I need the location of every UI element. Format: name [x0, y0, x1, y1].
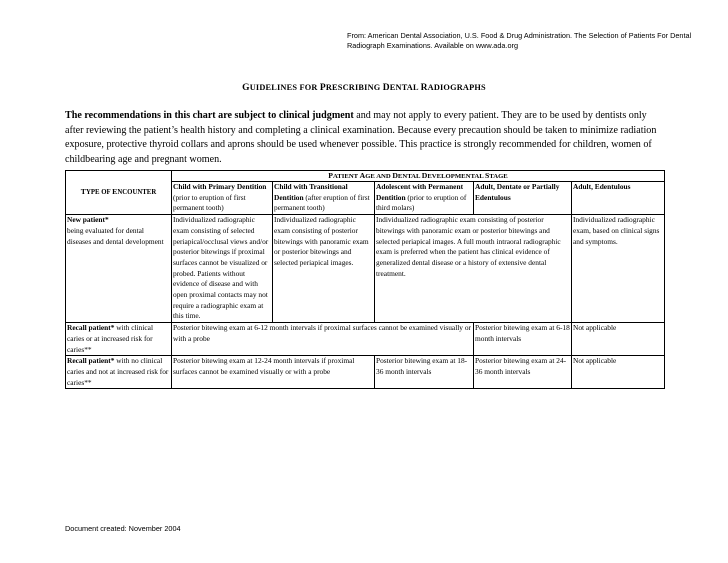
column-header-adult-edentulous: Adult, Edentulous	[572, 182, 665, 215]
cell-new-adolescent-adult: Individualized radiographic exam consisting of posterior bitewings with panoramic exam or posterior bitewings and selected periapical images. A full mouth intraoral radiographic exam is preferred when the patient has clinical evidence of generalized dental disease or a history of extensive dental treatment.	[375, 215, 572, 323]
row-label-recall-no-risk: Recall patient* with no clinical caries and not at increased risk for caries**	[66, 356, 172, 389]
table-header-row	[66, 171, 665, 182]
intro-paragraph	[65, 109, 665, 167]
table-row	[66, 323, 665, 356]
cell-recall-no-risk-edentulous: Not applicable	[572, 356, 665, 389]
cell-recall-no-risk-children: Posterior bitewing exam at 12-24 month intervals if proximal surfaces cannot be examined visually or with a probe	[172, 356, 375, 389]
cell-new-child-transitional: Individualized radiographic exam consisting of posterior bitewings with panoramic exam or posterior bitewings and selected periapical images.	[273, 215, 375, 323]
cell-recall-increased-children-adolescent: Posterior bitewing exam at 6-12 month intervals if proximal surfaces cannot be examined visually or with a probe	[172, 323, 474, 356]
source-note: From: American Dental Association, U.S. Food & Drug Administration. The Selection of Patients For Dental Radiograph Examinations. Available on www.ada.org	[347, 31, 692, 50]
cell-recall-no-risk-adolescent: Posterior bitewing exam at 18-36 month intervals	[375, 356, 474, 389]
column-header-adult-dentate: Adult, Dentate or Partially Edentulous	[474, 182, 572, 215]
cell-recall-increased-adult: Posterior bitewing exam at 6-18 month intervals	[474, 323, 572, 356]
document-created-footer: Document created: November 2004	[65, 524, 181, 533]
intro-text: and may not apply to every patient. They are to be used by dentists only after reviewing the patient’s health history and completing a clinical examination. Because every precaution should be taken to minimize radiation exposure, protective thyroid collars and aprons should be used whenever possible. This practice is strongly recommended for children, women of childbearing age and pregnant women.	[65, 110, 657, 165]
column-header-adolescent: Adolescent with Permanent Dentition (prior to eruption of third molars)	[375, 182, 474, 215]
cell-recall-no-risk-adult: Posterior bitewing exam at 24-36 month intervals	[474, 356, 572, 389]
column-header-child-transitional: Child with Transitional Dentition (after eruption of first permanent tooth)	[273, 182, 375, 215]
stage-header: PATIENT AGE AND DENTAL DEVELOPMENTAL STAGE	[172, 171, 665, 182]
page-title: GUIDELINES FOR PRESCRIBING DENTAL RADIOGRAPHS	[242, 83, 486, 93]
row-label-recall-increased-risk: Recall patient* with clinical caries or at increased risk for caries**	[66, 323, 172, 356]
column-header-child-primary: Child with Primary Dentition (prior to eruption of first permanent tooth)	[172, 182, 273, 215]
type-of-encounter-header: TYPE OF ENCOUNTER	[66, 171, 172, 215]
table-row	[66, 356, 665, 389]
intro-bold-text: The recommendations in this chart are subject to clinical judgment	[65, 110, 354, 121]
cell-recall-increased-edentulous: Not applicable	[572, 323, 665, 356]
cell-new-child-primary: Individualized radiographic exam consisting of selected periapical/occlusal views and/or posterior bitewings if proximal surfaces cannot be visualized or probed. Patients without evidence of disease and with open proximal contacts may not require a radiographic exam at this time.	[172, 215, 273, 323]
table-row	[66, 215, 665, 323]
radiograph-guidelines-table	[65, 170, 665, 389]
cell-new-edentulous: Individualized radiographic exam, based on clinical signs and symptoms.	[572, 215, 665, 323]
row-label-new-patient: New patient* being evaluated for dental diseases and dental development	[66, 215, 172, 323]
